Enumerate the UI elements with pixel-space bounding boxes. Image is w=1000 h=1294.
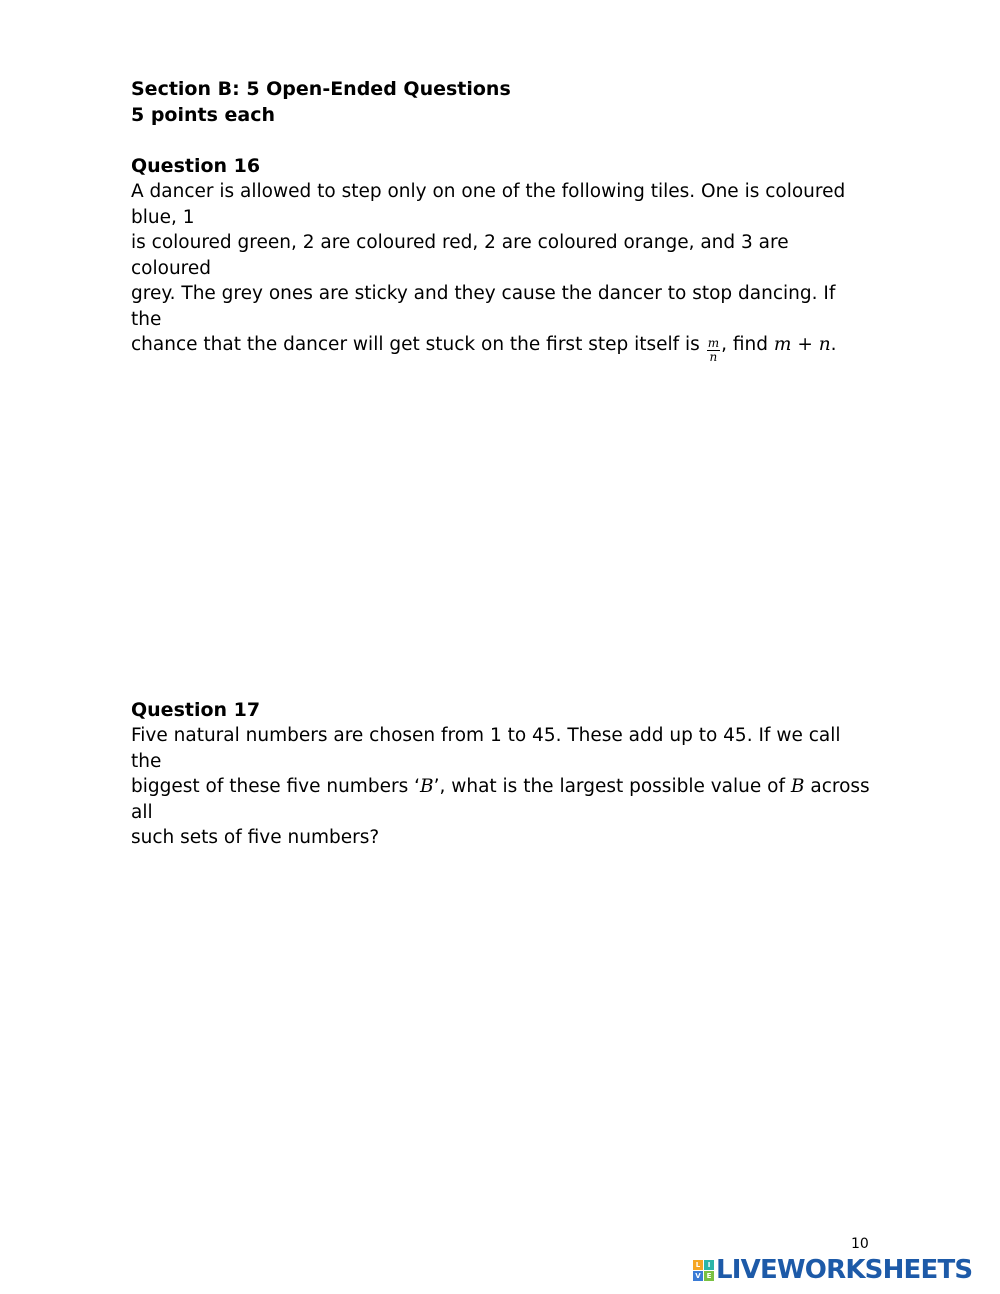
q17-line-2-start: biggest of these five numbers ‘: [131, 776, 420, 797]
question-17-text: [131, 723, 871, 851]
logo-mark-icon: [693, 1260, 714, 1281]
page-number: 10: [851, 1236, 869, 1252]
fraction-denominator: n: [709, 350, 718, 364]
question-16-heading: Question 16: [131, 155, 261, 177]
q16-line-4-start: chance that the dancer will get stuck on the first step itself is: [131, 334, 700, 355]
q16-line-4: [131, 332, 871, 364]
q16-line-4-end: .: [830, 334, 837, 355]
logo-mark-letter: L: [693, 1260, 703, 1270]
logo-text: LIVEWORKSHEETS: [716, 1255, 973, 1285]
logo-mark-letter: I: [704, 1260, 714, 1270]
q16-line-4-mid: , find: [721, 334, 768, 355]
question-16-text: [131, 179, 871, 364]
question-17: [131, 697, 871, 851]
liveworksheets-logo: [693, 1255, 972, 1285]
question-16: [131, 153, 871, 364]
variable-b-second: B: [790, 776, 805, 797]
fraction-m-over-n: [707, 337, 720, 364]
q16-line-2: is coloured green, 2 are coloured red, 2 are coloured orange, and 3 are coloured: [131, 232, 789, 279]
q17-line-1: Five natural numbers are chosen from 1 to 45. These add up to 45. If we call the: [131, 725, 841, 772]
section-title: Section B: 5 Open-Ended Questions: [131, 78, 511, 100]
fraction-numerator: m: [707, 336, 720, 350]
q16-line-1: A dancer is allowed to step only on one of the following tiles. One is coloured blue, 1: [131, 181, 846, 228]
section-header: [131, 76, 871, 128]
q17-line-2-mid: ’, what is the largest possible value of: [433, 776, 785, 797]
logo-mark-letter: V: [693, 1271, 703, 1281]
expression-m-plus-n: m + n: [773, 334, 831, 355]
variable-b: B: [419, 776, 434, 797]
q17-line-2-end: across all: [131, 776, 870, 823]
logo-mark-letter: E: [704, 1271, 714, 1281]
q17-line-2: [131, 774, 871, 825]
q16-line-3: grey. The grey ones are sticky and they cause the dancer to stop dancing. If the: [131, 283, 836, 330]
question-17-heading: Question 17: [131, 699, 261, 721]
section-points: 5 points each: [131, 104, 276, 126]
q17-line-3: such sets of five numbers?: [131, 827, 380, 848]
